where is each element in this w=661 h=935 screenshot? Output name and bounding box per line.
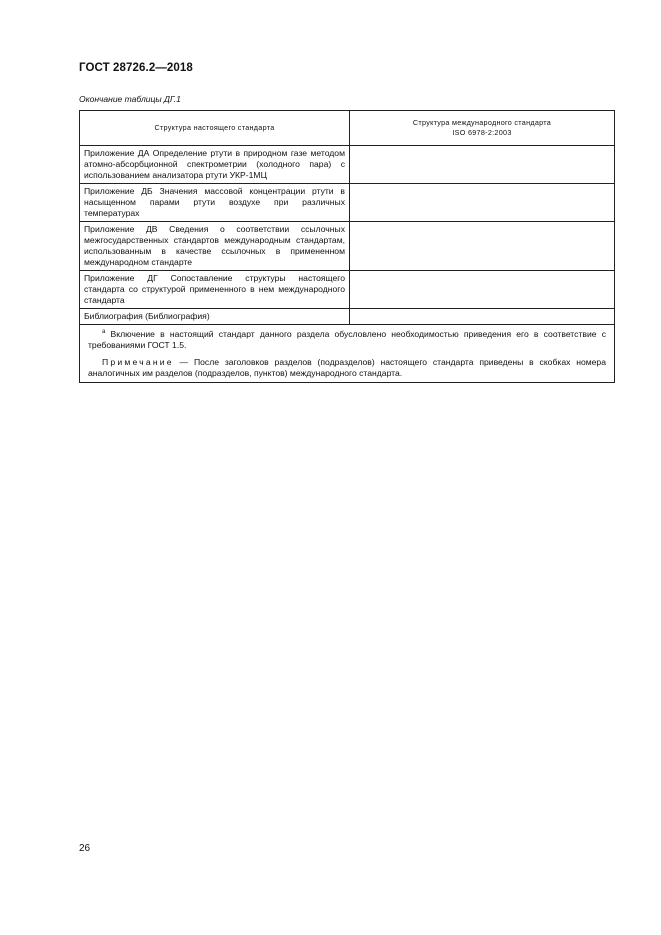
row-international-cell <box>350 309 615 325</box>
table-footer-row <box>80 325 615 383</box>
header-international-standard <box>350 111 615 146</box>
row-current-cell: Библиография (Библиография) <box>80 309 350 325</box>
row-international-cell <box>350 271 615 309</box>
header-international-title: Структура международного стандарта <box>412 118 552 127</box>
note <box>88 357 606 379</box>
footnote-text: Включение в настоящий стандарт данного раздела обусловлено необходимостью приведения его в соответствие с требованиями ГОСТ 1.5. <box>88 329 606 350</box>
header-current-standard: Структура настоящего стандарта <box>80 111 350 146</box>
table-caption: Окончание таблицы ДГ.1 <box>79 94 181 104</box>
note-text: — После заголовков разделов (подразделов) настоящего стандарта приведены в скобках номера аналогичных им разделов (подразделов, пунктов) международного стандарта. <box>88 357 606 378</box>
table-row <box>80 222 615 271</box>
page-number: 26 <box>79 843 91 854</box>
row-international-cell <box>350 222 615 271</box>
row-international-cell <box>350 146 615 184</box>
note-label: Примечание <box>102 357 174 367</box>
row-international-cell <box>350 184 615 222</box>
row-current-cell: Приложение ДГ Сопоставление структуры настоящего стандарта со структурой примененного в нем международного стандарта <box>80 271 350 309</box>
table-header-row <box>80 111 615 146</box>
row-current-cell: Приложение ДА Определение ртути в природном газе методом атомно-абсорбционной спектрометрии (холодного пара) с использованием анализатора ртути УКР-1МЦ <box>80 146 350 184</box>
table-row <box>80 309 615 325</box>
footnote <box>88 329 606 351</box>
row-current-cell: Приложение ДВ Сведения о соответствии ссылочных межгосударственных стандартов международным стандартам, использованным в качестве ссылочных в примененном международном стандарте <box>80 222 350 271</box>
footnote-mark: а <box>102 329 106 336</box>
structure-comparison-table <box>79 110 615 383</box>
row-current-cell: Приложение ДБ Значения массовой концентрации ртути в насыщенном парами ртути воздухе при различных температурах <box>80 184 350 222</box>
header-international-code: ISO 6978-2:2003 <box>452 128 512 137</box>
table-footnotes <box>80 325 615 383</box>
document-code: ГОСТ 28726.2—2018 <box>79 62 193 74</box>
table-row <box>80 146 615 184</box>
table-row <box>80 271 615 309</box>
table-row <box>80 184 615 222</box>
